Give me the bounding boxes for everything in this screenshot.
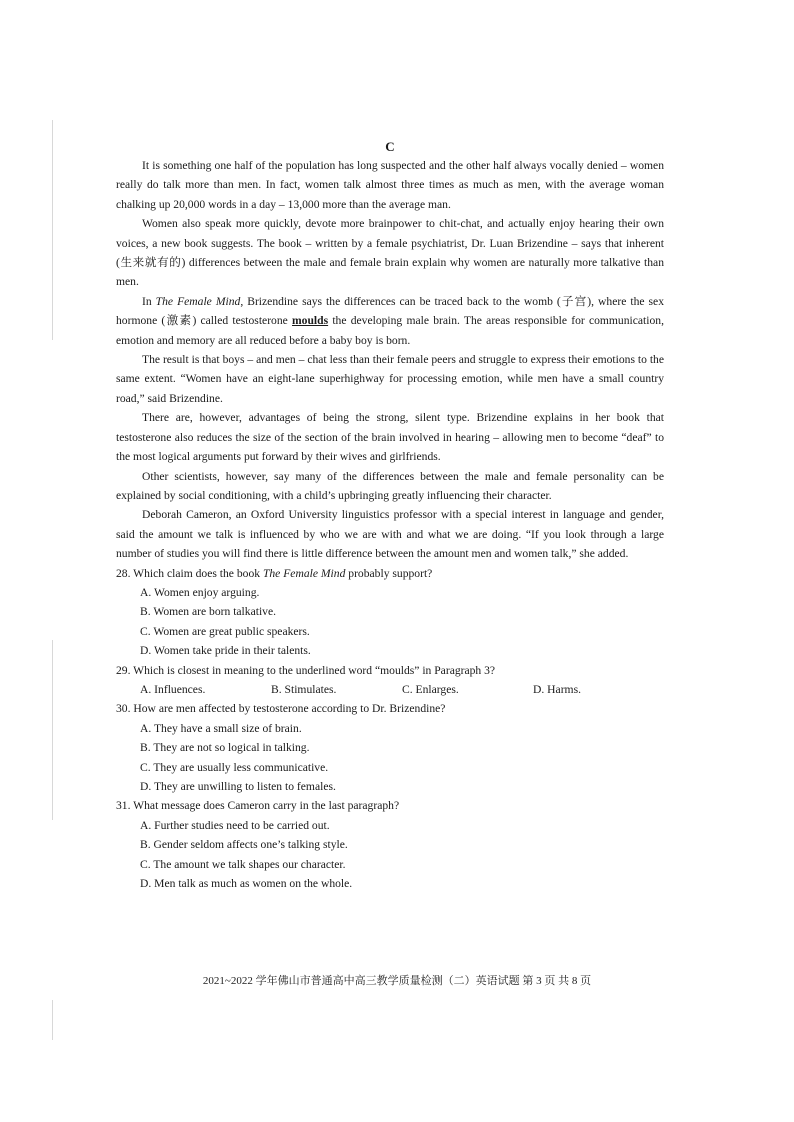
book-title: The Female Mind: [155, 294, 241, 308]
option: A. Further studies need to be carried out.: [140, 818, 330, 832]
question-29: [116, 661, 664, 700]
option: C. Enlarges.: [402, 682, 459, 696]
option: C. The amount we talk shapes our character.: [140, 857, 346, 871]
scan-edge-line: [52, 640, 53, 820]
option: B. They are not so logical in talking.: [140, 741, 310, 755]
option: D. They are unwilling to listen to females.: [140, 780, 336, 793]
option: B. Stimulates.: [271, 682, 337, 696]
option: D. Men talk as much as women on the whole.: [140, 877, 353, 891]
paragraph-3: In The Female Mind, Brizendine says the differences can be traced back to the womb (子宫), where the sex hormone (激素) called testosterone moulds the developing male brain. The areas responsible for communication, emotion and memory are all reduced before a baby boy is born.: [116, 294, 664, 347]
paragraph-4: The result is that boys – and men – chat less than their female peers and struggle to express their emotions to the same extent. “Women have an eight-lane superhighway for processing emotion, while men have a small country road,” said Brizendine.: [116, 353, 664, 405]
section-title: C: [385, 139, 395, 154]
option: D. Women take pride in their talents.: [140, 644, 311, 658]
paragraph-6: Other scientists, however, say many of the differences between the male and female personality can be explained by social conditioning, with a child’s upbringing greatly influencing their character.: [116, 469, 664, 502]
option: B. Gender seldom affects one’s talking style.: [140, 838, 348, 852]
option: B. Women are born talkative.: [140, 605, 277, 619]
question-31: [116, 796, 664, 893]
option: D. Harms.: [533, 682, 581, 696]
option: A. They have a small size of brain.: [140, 721, 302, 735]
question-30: [116, 699, 664, 796]
option: A. Women enjoy arguing.: [140, 585, 260, 599]
exam-page: [116, 138, 664, 893]
paragraph-5: There are, however, advantages of being the strong, silent type. Brizendine explains in her book that testosterone also reduces the size of the section of the brain involved in hearing – allowing men to become “deaf” to the most logical arguments put forward by their wives and girlfriends.: [116, 411, 664, 464]
paragraph-1: It is something one half of the population has long suspected and the other half always vocally denied – women really do talk more than men. In fact, women talk almost three times as much as men, with the average woman chalking up 20,000 words in a day – 13,000 more than the average man.: [116, 159, 664, 211]
scan-edge-line: [52, 120, 53, 340]
scan-edge-line: [52, 1000, 53, 1040]
question-28: [116, 564, 664, 661]
paragraph-2: Women also speak more quickly, devote more brainpower to chit-chat, and actually enjoy hearing their own voices, a new book suggests. The book – written by a female psychiatrist, Dr. Luan Brizendine – says that inherent (生来就有的) differences between the male and female brain explain why women are naturally more talkative than men.: [116, 217, 664, 289]
underlined-word: moulds: [292, 314, 329, 328]
question-stem: 30. How are men affected by testosterone according to Dr. Brizendine?: [116, 702, 446, 716]
question-stem: 28. Which claim does the book The Female Mind probably support?: [116, 566, 433, 580]
question-stem: 29. Which is closest in meaning to the underlined word “moulds” in Paragraph 3?: [116, 663, 496, 677]
option: C. Women are great public speakers.: [140, 624, 310, 638]
option: C. They are usually less communicative.: [140, 760, 329, 774]
paragraph-7: Deborah Cameron, an Oxford University linguistics professor with a special interest in language and gender, said the amount we talk is influenced by who we are with and what we are doing. “If you look through a large number of studies you will find there is little difference between the amount men and women talk,” she added.: [116, 508, 664, 561]
page-footer: 2021~2022 学年佛山市普通高中高三教学质量检测（二）英语试题 第 3 页 共 8 页: [202, 975, 592, 987]
option: A. Influences.: [140, 682, 206, 696]
question-stem: 31. What message does Cameron carry in the last paragraph?: [116, 799, 400, 813]
